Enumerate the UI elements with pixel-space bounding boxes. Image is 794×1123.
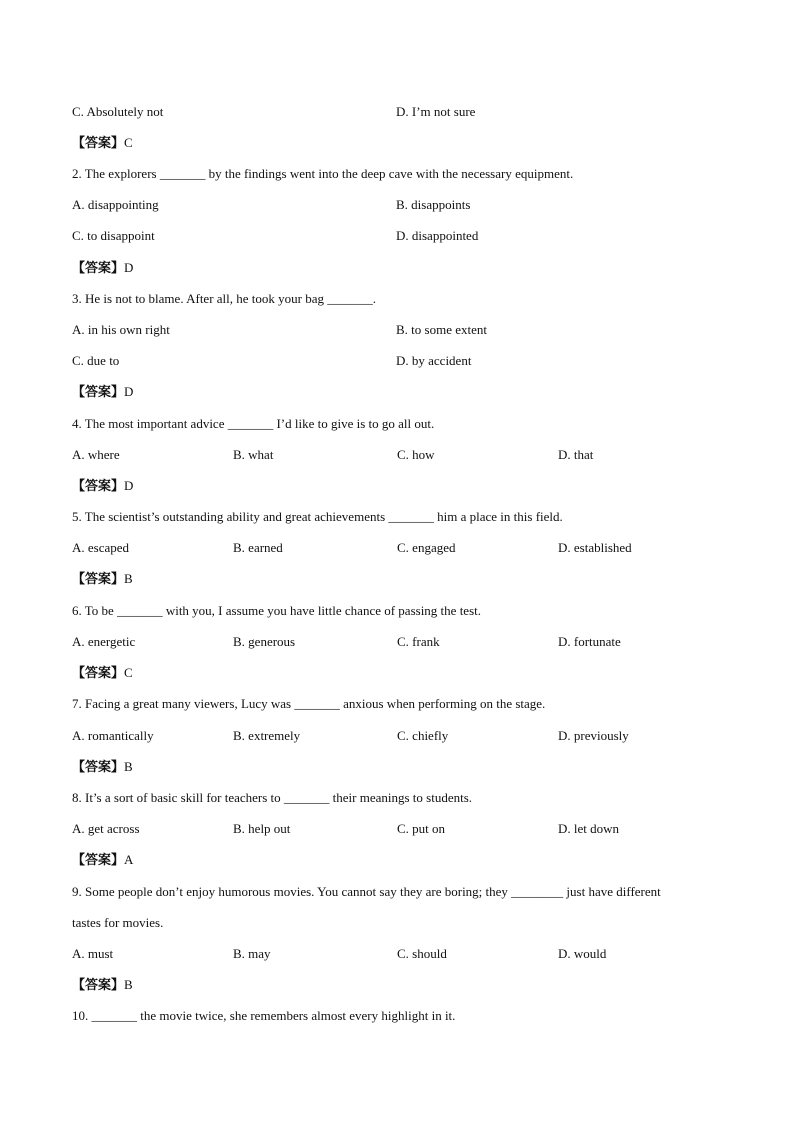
option: A. romantically — [72, 728, 154, 743]
answer-line — [72, 977, 133, 994]
question-text: 10. _______ the movie twice, she remembers almost every highlight in it. — [72, 1008, 456, 1023]
option: B. to some extent — [396, 322, 487, 337]
option: C. chiefly — [397, 728, 449, 743]
option: C. Absolutely not — [72, 104, 164, 119]
option: A. escaped — [72, 540, 130, 555]
option: D. by accident — [396, 353, 472, 368]
option: A. where — [72, 447, 120, 462]
question-text: 8. It’s a sort of basic skill for teachers to _______ their meanings to students. — [72, 790, 473, 805]
answer-label: 【答案】 — [72, 978, 125, 993]
question-text: 7. Facing a great many viewers, Lucy was _______ anxious when performing on the stage. — [72, 696, 546, 711]
option: A. disappointing — [72, 197, 159, 212]
option: C. put on — [397, 821, 446, 836]
option: C. due to — [72, 353, 120, 368]
option: A. energetic — [72, 634, 136, 649]
question-text: 2. The explorers _______ by the findings went into the deep cave with the necessary equipment. — [72, 166, 574, 181]
option: D. disappointed — [396, 228, 479, 243]
option: A. must — [72, 946, 114, 961]
answer-line — [72, 384, 133, 401]
answer-line — [72, 759, 133, 776]
option: C. frank — [397, 634, 440, 649]
answer-label: 【答案】 — [72, 136, 125, 151]
answer-line — [72, 665, 133, 682]
option: A. in his own right — [72, 322, 170, 337]
answer-label: 【答案】 — [72, 261, 125, 276]
option: D. established — [558, 540, 632, 555]
answer-line — [72, 478, 133, 495]
answer-label: 【答案】 — [72, 666, 125, 681]
option: C. should — [397, 946, 447, 961]
option: D. that — [558, 447, 594, 462]
answer-value: A — [124, 852, 134, 867]
answer-line — [72, 135, 133, 152]
answer-value: B — [124, 977, 133, 992]
question-text: tastes for movies. — [72, 915, 164, 930]
answer-value: C — [124, 135, 133, 150]
answer-label: 【答案】 — [72, 760, 125, 775]
answer-value: D — [124, 260, 134, 275]
option: B. what — [233, 447, 274, 462]
option: B. may — [233, 946, 271, 961]
option: A. get across — [72, 821, 140, 836]
option: D. fortunate — [558, 634, 621, 649]
question-text: 4. The most important advice _______ I’d like to give is to go all out. — [72, 416, 435, 431]
answer-value: D — [124, 384, 134, 399]
option: D. I’m not sure — [396, 104, 476, 119]
answer-value: B — [124, 759, 133, 774]
answer-label: 【答案】 — [72, 479, 125, 494]
answer-label: 【答案】 — [72, 853, 125, 868]
option: B. extremely — [233, 728, 301, 743]
answer-value: B — [124, 571, 133, 586]
option: B. disappoints — [396, 197, 471, 212]
option: B. generous — [233, 634, 296, 649]
question-text: 6. To be _______ with you, I assume you have little chance of passing the test. — [72, 603, 481, 618]
answer-value: D — [124, 478, 134, 493]
option: D. would — [558, 946, 607, 961]
answer-line — [72, 852, 133, 869]
question-text: 3. He is not to blame. After all, he took your bag _______. — [72, 291, 377, 306]
option: D. let down — [558, 821, 620, 836]
question-text: 9. Some people don’t enjoy humorous movies. You cannot say they are boring; they ________ just have different — [72, 884, 661, 899]
answer-line — [72, 260, 133, 277]
answer-label: 【答案】 — [72, 572, 125, 587]
option: B. help out — [233, 821, 291, 836]
option: B. earned — [233, 540, 283, 555]
answer-value: C — [124, 665, 133, 680]
option: D. previously — [558, 728, 629, 743]
option: C. to disappoint — [72, 228, 155, 243]
answer-label: 【答案】 — [72, 385, 125, 400]
question-text: 5. The scientist’s outstanding ability and great achievements _______ him a place in this field. — [72, 509, 563, 524]
answer-line — [72, 571, 133, 588]
option: C. how — [397, 447, 435, 462]
option: C. engaged — [397, 540, 456, 555]
